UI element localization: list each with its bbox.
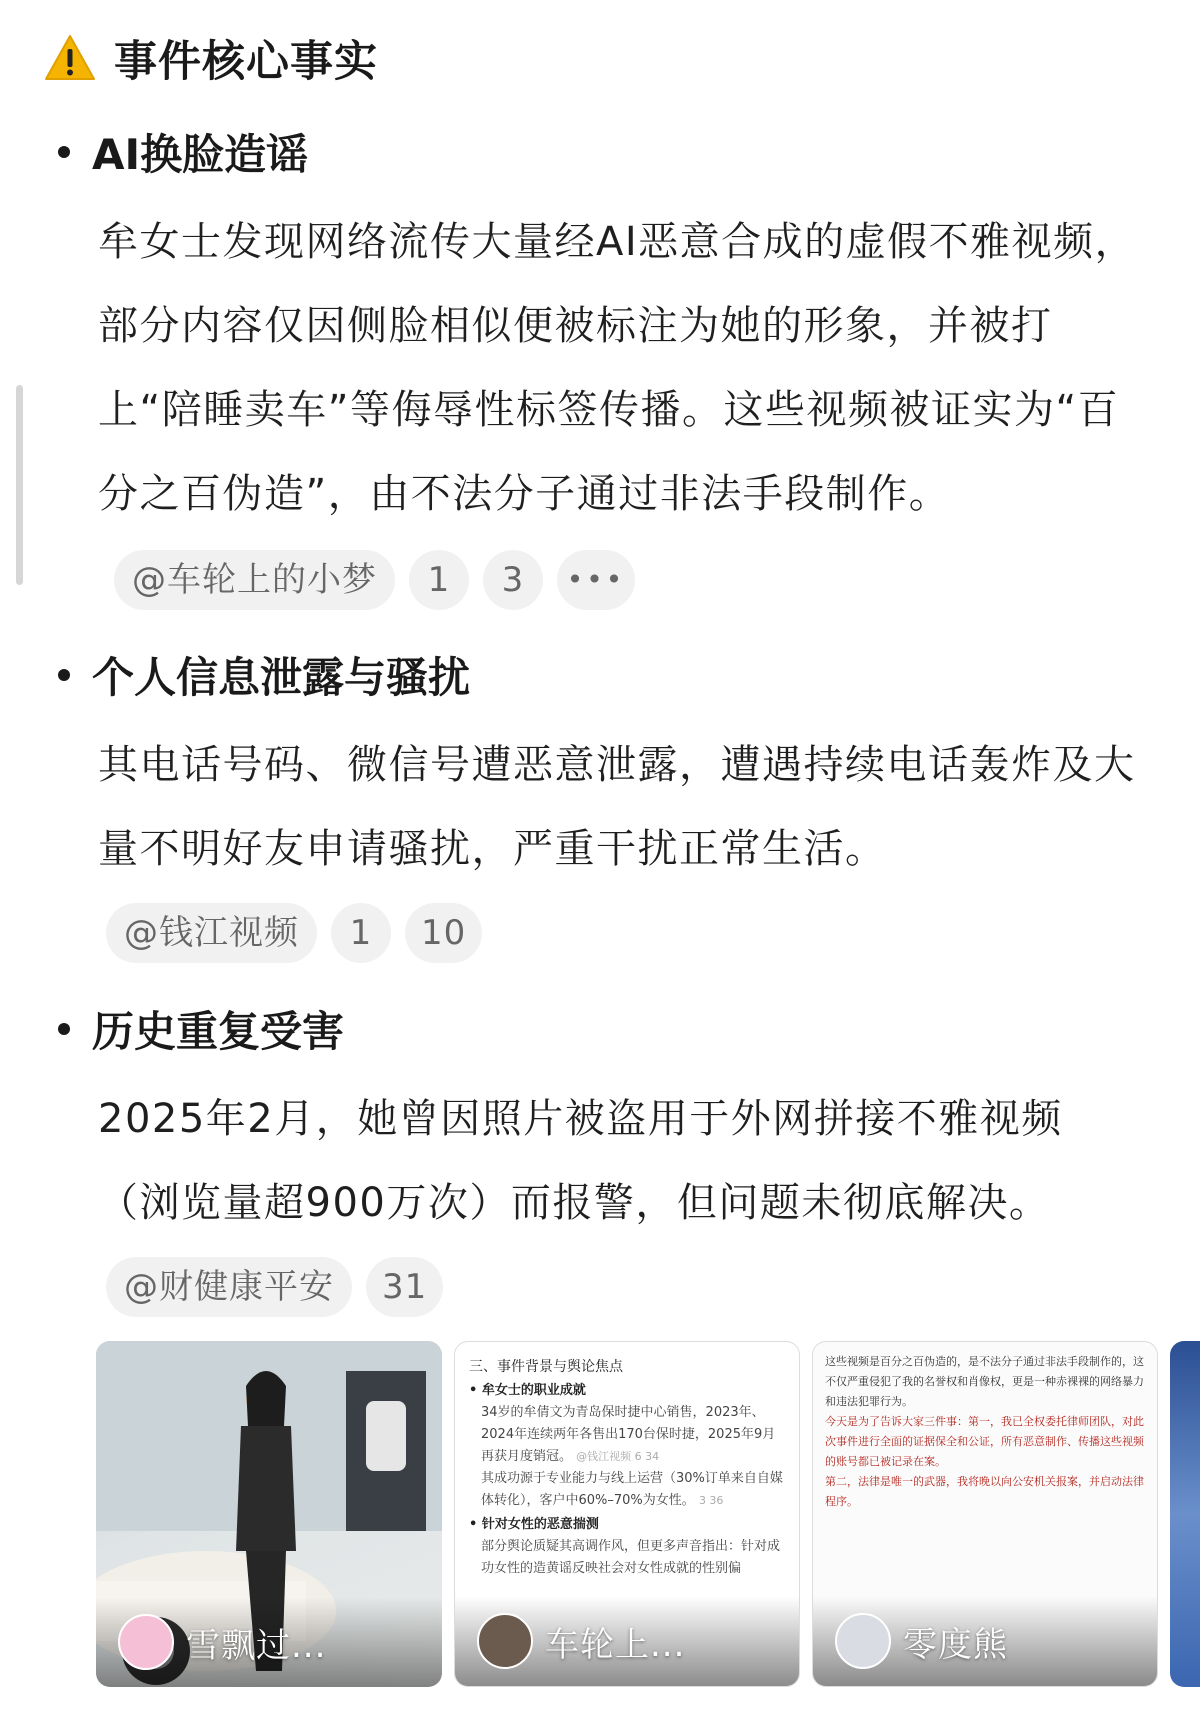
media-thumbnail-document[interactable] [812,1341,1158,1687]
source-chip-user[interactable]: @钱江视频 [106,903,317,963]
fact-item-repeat-victim [58,999,1138,1317]
source-chip-user[interactable]: @车轮上的小梦 [114,550,395,610]
fact-body: 牟女士发现网络流传大量经AI恶意合成的虚假不雅视频，部分内容仅因侧脸相似便被标注为她的形象，并被打上“陪睡卖车”等侮辱性标签传播。这些视频被证实为“百分之百伪造”，由不法分子通过非法手段制作。 [98,219,1137,517]
source-chip-ref[interactable]: 10 [405,903,482,963]
doc-paragraph: 部分舆论质疑其高调作风，但更多声音指出：针对成功女性的造黄谣反映社会对女性成就的性别偏 [481,1539,781,1576]
doc-paragraph: 34岁的牟倩文为青岛保时捷中心销售，2023年、2024年连续两年各售出170台保时捷，2025年9月再获月度销冠。 @钱江视频 6 34 [481,1405,776,1464]
caption-username: 车轮上... [545,1624,686,1665]
user-avatar [477,1613,533,1669]
thumbnail-caption [96,1597,442,1687]
source-chip-ref[interactable]: 1 [331,903,391,963]
scroll-indicator[interactable] [16,385,23,585]
bullet-dot [58,1023,70,1035]
media-thumbnail-strip[interactable] [96,1341,1200,1687]
fact-body: 其电话号码、微信号遭恶意泄露，遭遇持续电话轰炸及大量不明好友申请骚扰，严重干扰正常生活。 [98,742,1136,872]
fact-title: 历史重复受害 [92,1007,345,1056]
caption-username: 雪飘过... [186,1625,327,1666]
doc-subtitle: • 牟女士的职业成就 [469,1383,586,1398]
bullet-dot [58,146,70,158]
source-chip-ref[interactable]: 31 [366,1257,443,1317]
doc-paragraph: 第二，法律是唯一的武器，我将晚以向公安机关报案，并启动法律程序。 [825,1475,1144,1508]
warning-icon [44,33,96,83]
user-avatar [835,1613,891,1669]
source-chip-user[interactable]: @财健康平安 [106,1257,352,1317]
fact-item-privacy-leak [58,645,1138,963]
caption-username: 零度熊 [903,1624,1008,1665]
page-title: 事件核心事实 [114,36,378,87]
source-chip-ref[interactable]: 1 [409,550,469,610]
thumbnail-caption [455,1596,799,1686]
fact-item-ai-faceswap [58,122,1138,620]
doc-paragraph: 这些视频是百分之百伪造的，是不法分子通过非法手段制作的，这不仅严重侵犯了我的名誉权和肖像权，更是一种赤裸裸的网络暴力和违法犯罪行为。 [825,1355,1144,1408]
media-thumbnail-document[interactable] [454,1341,800,1687]
fact-body: 2025年2月，她曾因照片被盗用于外网拼接不雅视频（浏览量超900万次）而报警，但问题未彻底解决。 [98,1096,1063,1226]
user-avatar [118,1614,174,1670]
fact-title: AI换脸造谣 [92,130,309,179]
section-heading [44,26,378,90]
media-thumbnail-photo[interactable] [96,1341,442,1687]
media-thumbnail-partial[interactable] [1170,1341,1200,1687]
source-chip-ref[interactable]: 3 [483,550,543,610]
doc-subtitle: • 针对女性的恶意揣测 [469,1517,599,1532]
doc-paragraph: 其成功源于专业能力与线上运营（30%订单来自自媒体转化），客户中60%–70%为女性。 3 36 [481,1471,783,1508]
fact-title: 个人信息泄露与骚扰 [92,653,471,702]
doc-title: 三、事件背景与舆论焦点 [469,1359,623,1375]
doc-paragraph: 今天是为了告诉大家三件事：第一，我已全权委托律师团队，对此次事件进行全面的证据保全和公证，所有恶意制作、传播这些视频的账号都已被记录在案。 [825,1415,1144,1468]
bullet-dot [58,669,70,681]
more-sources-button[interactable]: ••• [557,550,635,610]
thumbnail-caption [813,1596,1157,1686]
